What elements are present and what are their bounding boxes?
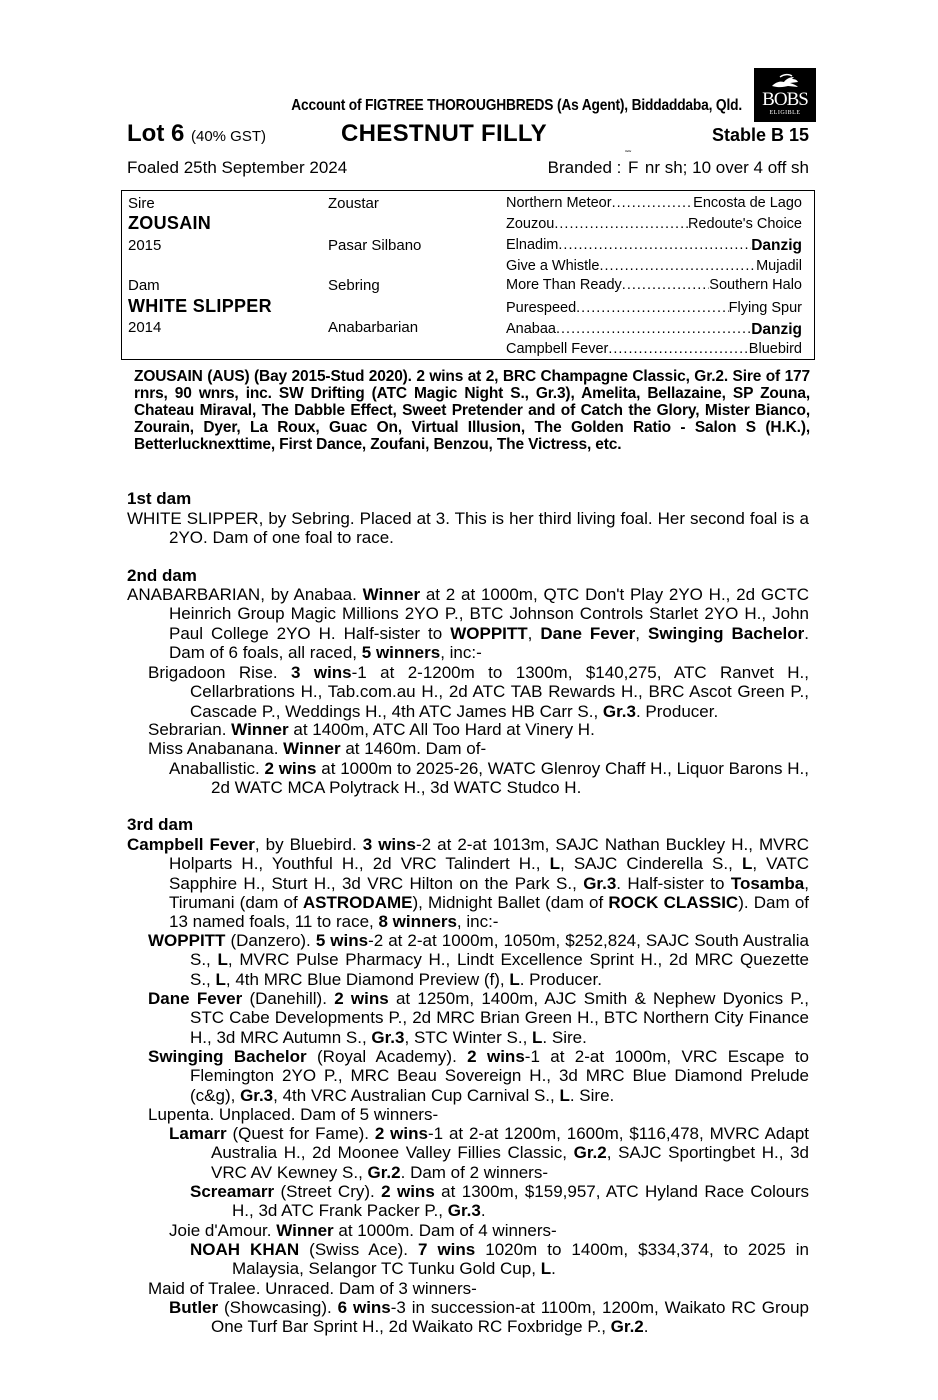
sex-colour-title: CHESTNUT FILLY (341, 120, 547, 147)
pedigree-entry: Sebrarian. Winner at 1400m, ATC All Too Hard at Vinery H. (148, 720, 595, 739)
pedigree-g3-row (506, 300, 802, 316)
foaled-date: Foaled 25th September 2024 (127, 158, 348, 177)
g3-horse: Give a Whistle (506, 258, 600, 274)
bobs-eligible-logo (754, 68, 816, 122)
g3-sire: Southern Halo (709, 277, 802, 293)
sire-dam: Pasar Silbano (328, 237, 422, 254)
pedigree-entry: Butler (Showcasing). 6 wins-3 in succession-at 1100m, 1200m, Waikato RC Group One Turf Bar Sprint H., 2d Waikato RC Foxbridge P., Gr.2. (169, 1298, 809, 1337)
g3-horse: Purespeed (506, 300, 577, 316)
g3-sire: Mujadil (756, 258, 802, 274)
g3-horse: Elnadim (506, 237, 559, 253)
pedigree-entry: Maid of Tralee. Unraced. Dam of 3 winners- (148, 1279, 477, 1298)
pedigree-g3-row (506, 258, 802, 274)
first-dam-text: WHITE SLIPPER, by Sebring. Placed at 3. This is her third living foal. Her second foal is a 2YO. Dam of one foal to race. (127, 509, 809, 548)
pedigree-entry: Brigadoon Rise. 3 wins-1 at 2-1200m to 1300m, $140,275, ATC Ranvet H., Cellarbrations H., Tab.com.au H., 2d ATC TAB Rewards H., BRC Ascot Green P., Cascade P., Weddings H., 4th ATC James HB Carr S., Gr.3. Producer. (148, 663, 809, 721)
g3-sire: Bluebird (748, 341, 802, 357)
leader-dots (576, 300, 729, 316)
dam-name: WHITE SLIPPER (128, 296, 272, 316)
brand-mark-icon: ˜˜ F (625, 149, 639, 177)
stable-location: Stable B 15 (711, 125, 809, 145)
pedigree-entry: WOPPITT (Danzero). 5 wins-2 at 2-at 1000m, 1050m, $252,824, SAJC South Australia S., L, MVRC Pulse Pharmacy H., Lindt Excellence Sprint H., 2d MRC Quezette S., L, 4th MRC Blue Diamond Preview (f), L. Producer. (148, 931, 809, 989)
leader-dots (554, 216, 688, 232)
lot-number (127, 120, 266, 148)
g3-horse: Zouzou (506, 216, 555, 232)
brand-description: nr sh; 10 over 4 off sh (644, 158, 809, 177)
pedigree-g3-row (506, 321, 802, 339)
pedigree-entry: Campbell Fever, by Bluebird. 3 wins-2 at 2-at 1013m, SAJC Nathan Buckley H., MVRC Holparts H., Youthful H., 2d VRC Talindert H., L, SAJC Cinderella S., L, VATC Sapphire H., Sturt H., 3d VRC Hilton on the Park S., Gr.3. Half-sister to Tosamba, Tirumani (dam of ASTRODAME), Midnight Ballet (dam of ROCK CLASSIC). Dam of 13 named foals, 11 to race, 8 winners, inc:- (127, 835, 810, 932)
branded-label: Branded : (547, 158, 622, 177)
pedigree-g3-row (506, 277, 802, 293)
pedigree-entry: NOAH KHAN (Swiss Ace). 7 wins 1020m to 1400m, $334,374, to 2025 in Malaysia, Selangor TC Tunku Gold Cup, L. (190, 1240, 809, 1279)
pedigree-g3-row (506, 216, 802, 232)
logo-text-eligible: ELIGIBLE (769, 110, 801, 116)
brand-info (547, 149, 809, 178)
logo-text-bobs: BOBS (762, 89, 808, 110)
g3-sire: Encosta de Lago (693, 195, 802, 211)
g3-sire: Flying Spur (728, 300, 802, 316)
pedigree-entry: Miss Anabanana. Winner at 1460m. Dam of- (148, 739, 487, 758)
pedigree-entry: Dane Fever (Danehill). 2 wins at 1250m, 1400m, AJC Smith & Nephew Dyonics P., STC Cabe Developments P., 2d MRC Brian Green H., BTC Northern City Finance H., 3d MRC Autumn S., Gr.3, STC Winter S., L. Sire. (148, 989, 809, 1047)
third-dam-heading: 3rd dam (127, 815, 194, 834)
pedigree-g3-row (506, 341, 802, 357)
pedigree-entry: Lupenta. Unplaced. Dam of 5 winners- (148, 1105, 439, 1124)
lot-line (127, 120, 809, 150)
leader-dots (622, 277, 710, 293)
pedigree-entry: Anaballistic. 2 wins at 1000m to 2025-26, WATC Glenroy Chaff H., Liquor Barons H., 2d WATC MCA Polytrack H., 3d WATC Studco H. (169, 759, 809, 798)
sire-year: 2015 (128, 237, 162, 254)
first-dam-heading: 1st dam (127, 489, 192, 508)
pedigree-entry: Swinging Bachelor (Royal Academy). 2 wins-1 at 2-at 1000m, VRC Escape to Flemington 2YO P., MRC Beau Sovereign H., 3d MRC Blue Diamond Prelude (c&g), Gr.3, 4th VRC Australian Cup Carnival S., L. Sire. (148, 1047, 809, 1105)
sire-label: Sire (128, 195, 155, 212)
pedigree-table (121, 190, 815, 360)
gst-note: (40% GST) (191, 128, 267, 145)
g3-sire: Redoute's Choice (687, 216, 802, 232)
brand-crown-icon: ˜˜ (625, 149, 632, 159)
lot-label: Lot 6 (127, 120, 185, 147)
g3-horse: Anabaa (506, 321, 556, 337)
dam-label: Dam (128, 277, 160, 294)
g3-horse: Campbell Fever (506, 341, 609, 357)
dam-dam: Anabarbarian (328, 319, 419, 336)
second-dam-heading: 2nd dam (127, 566, 197, 585)
sire-summary: ZOUSAIN (AUS) (Bay 2015-Stud 2020). 2 wins at 2, BRC Champagne Classic, Gr.2. Sire of 177 rnrs, 90 wnrs, inc. SW Drifting (ATC Magic Night S., Gr.3), Amelita, Bellazaine, SP Zouna, Chateau Miraval, The Dabble Effect, Sweet Pretender and of Catch the Glory, Mister Bianco, Zourain, Dyer, La Roux, Guac On, Virtual Illusion, The Golden Ratio - Salon S (H.K.), Betterlucknexttime, First Dance, Zoufani, Benzou, The Victress, etc. (134, 368, 810, 453)
leader-dots (599, 258, 756, 274)
leader-dots (556, 321, 751, 339)
vendor-account: Account of FIGTREE THOROUGHBREDS (As Agent), Biddaddaba, Qld. (291, 97, 742, 114)
leader-dots (608, 341, 748, 357)
g3-sire: Danzig (751, 321, 802, 338)
pedigree-g3-row (506, 237, 802, 255)
leader-dots (558, 237, 751, 255)
pedigree-entry: ANABARBARIAN, by Anabaa. Winner at 2 at 1000m, QTC Don't Play 2YO H., 2d GCTC Heinrich Group Magic Millions 2YO P., BTC Johnson Controls Starlet 2YO H., John Paul College 2YO H. Half-sister to WOPPITT, Dane Fever, Swinging Bachelor. Dam of 6 foals, all raced, 5 winners, inc:- (127, 585, 810, 662)
pedigree-entry: Screamarr (Street Cry). 2 wins at 1300m, $159,957, ATC Hyland Race Colours H., 3d ATC Frank Packer P., Gr.3. (190, 1182, 809, 1221)
g3-horse: More Than Ready (506, 277, 622, 293)
dam-sire: Sebring (328, 277, 380, 294)
leader-dots (612, 195, 694, 211)
g3-horse: Northern Meteor (506, 195, 612, 211)
dam-year: 2014 (128, 319, 162, 336)
sire-sire: Zoustar (328, 195, 379, 212)
pedigree-g3-row (506, 195, 802, 211)
sire-name: ZOUSAIN (128, 213, 212, 233)
pedigree-entry: Joie d'Amour. Winner at 1000m. Dam of 4 winners- (169, 1221, 557, 1240)
pedigree-entry: Lamarr (Quest for Fame). 2 wins-1 at 2-at 1200m, 1600m, $116,478, MVRC Adapt Australia H., 2d Moonee Valley Fillies Classic, Gr.2, SAJC Sportingbet H., 3d VRC AV Kewney S., Gr.2. Dam of 2 winners- (169, 1124, 810, 1182)
g3-sire: Danzig (751, 237, 802, 254)
